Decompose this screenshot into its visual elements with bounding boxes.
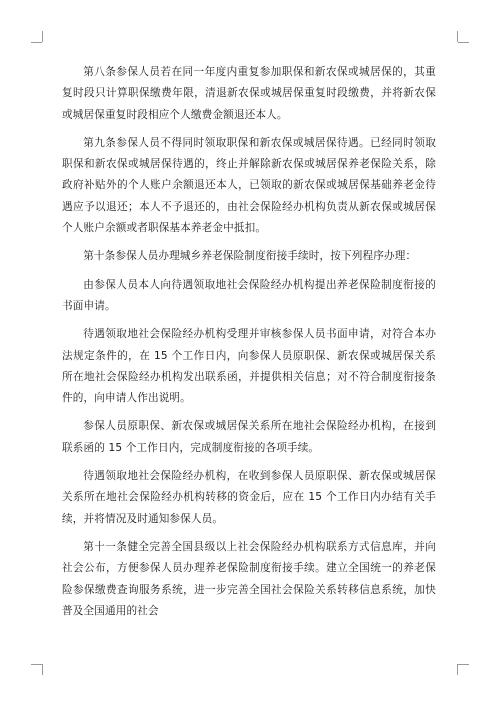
crop-mark-bottom-right-h (458, 664, 469, 665)
paragraph-article-9: 第九条参保人员不得同时领取职保和新农保或城居保待遇。已经同时领取职保和新农保或城居保待遇的，终止并解除新农保或城居保养老保险关系，除政府补贴外的个人账户余额退还本人，已领取的新农保或城居保基础养老金待遇应予以退还；本人不予退还的，由社会保险经办机构负责从新农保或城居保个人账户余额或者职保基本养老金中抵扣。 (62, 136, 436, 235)
crop-mark-top-left-h (31, 42, 42, 43)
crop-mark-bottom-left-h (31, 664, 42, 665)
paragraph-article-11: 第十一条健全完善全国县级以上社会保险经办机构联系方式信息库，并向社会公布，方便参保人员办理养老保险制度衔接手续。建立全国统一的养老保险参保缴费查询服务系统，进一步完善全国社会保险关系转移信息系统，加快普及全国通用的社会 (62, 540, 436, 617)
paragraph-step-application: 由参保人员本人向待遇领取地社会保险经办机构提出养老保险制度衔接的书面申请。 (62, 278, 436, 312)
crop-mark-bottom-right-v (457, 664, 458, 675)
crop-mark-top-left-v (42, 31, 43, 42)
document-body (62, 62, 436, 629)
crop-mark-bottom-left-v (42, 664, 43, 675)
paragraph-article-8: 第八条参保人员若在同一年度内重复参加职保和新农保或城居保的，其重复时段只计算职保缴费年限，清退新农保或城居保重复时段缴费，并将新农保或城居保重复时段相应个人缴费金额退还本人。 (62, 66, 436, 121)
paragraph-article-10: 第十条参保人员办理城乡养老保险制度衔接手续时，按下列程序办理： (83, 250, 417, 263)
paragraph-step-origin-processing: 参保人员原职保、新农保或城居保关系所在地社会保险经办机构，在接到联系函的 15 个工作日内，完成制度衔接的各项手续。 (62, 420, 436, 454)
paragraph-step-review: 待遇领取地社会保险经办机构受理并审核参保人员书面申请，对符合本办法规定条件的，在 15 个工作日内，向参保人员原职保、新农保或城居保关系所在地社会保险经办机构发出联系函，并提供相关信息；对不符合制度衔接条件的，向申请人作出说明。 (62, 328, 436, 405)
crop-mark-top-right-h (458, 42, 469, 43)
crop-mark-top-right-v (457, 31, 458, 42)
paragraph-step-completion: 待遇领取地社会保险经办机构，在收到参保人员原职保、新农保或城居保关系所在地社会保险经办机构转移的资金后，应在 15 个工作日内办结有关手续，并将情况及时通知参保人员。 (62, 470, 436, 525)
